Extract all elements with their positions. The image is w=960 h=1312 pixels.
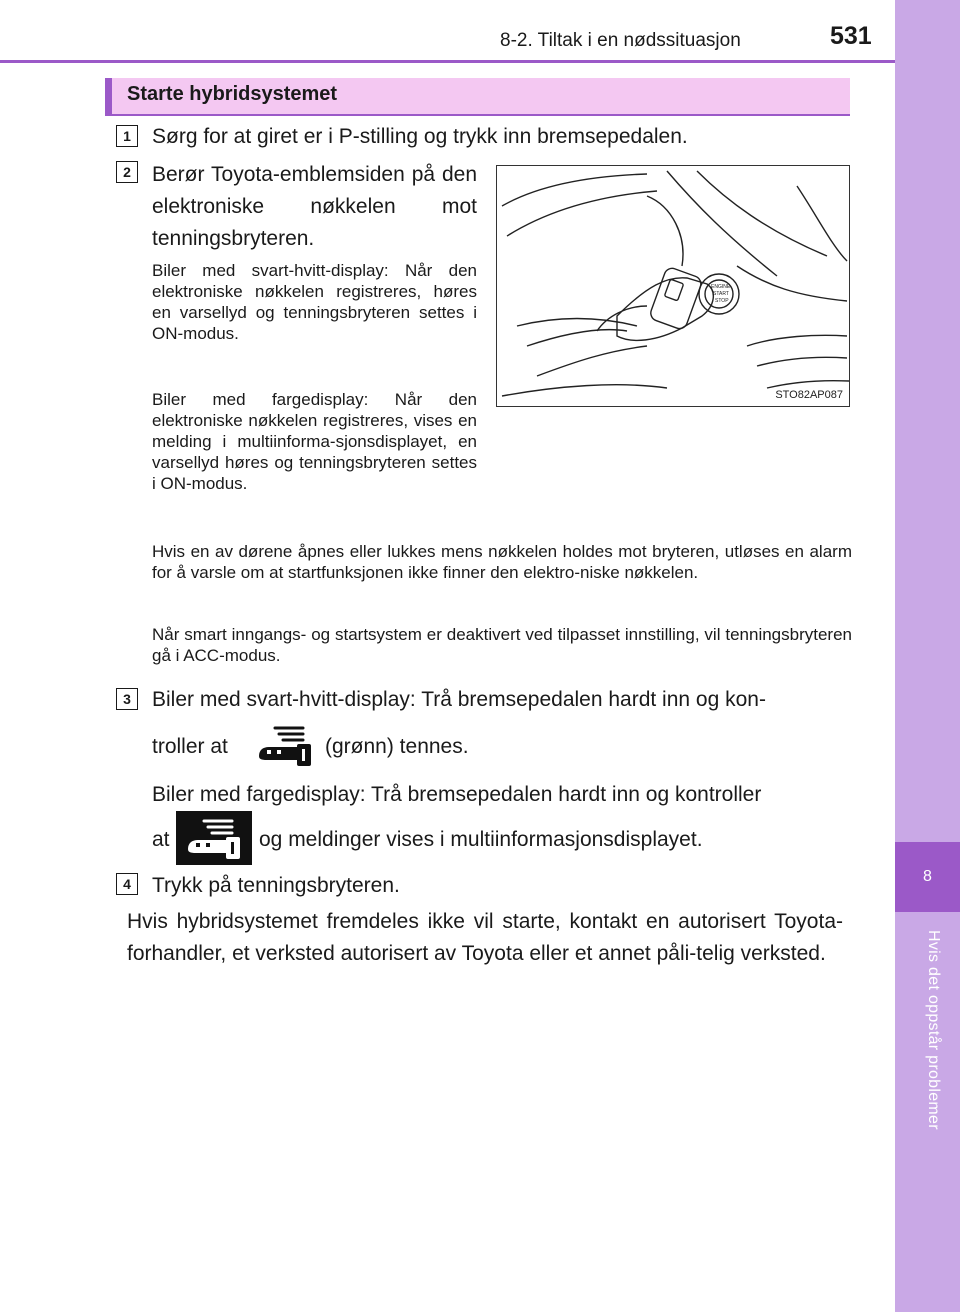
step-2-text: Berør Toyota-emblemsiden på den elektroniske nøkkelen mot tenningsbryteren. xyxy=(152,163,477,250)
section-heading xyxy=(105,78,850,114)
header-divider xyxy=(0,60,895,63)
step-number-4: 4 xyxy=(116,873,138,895)
step-2-note-acc: Når smart inngangs- og startsystem er deaktivert ved tilpasset innstilling, vil tenningsbryteren gå i ACC-modus. xyxy=(152,625,852,665)
chapter-number: 8 xyxy=(923,868,932,885)
illustration-code: STO82AP087 xyxy=(775,389,843,401)
step-3-line-4a: at xyxy=(152,828,170,851)
step-number-3: 3 xyxy=(116,688,138,710)
step-number-2: 2 xyxy=(116,161,138,183)
svg-text:STOP: STOP xyxy=(715,298,729,304)
header-section-title: 8-2. Tiltak i en nødssituasjon xyxy=(500,30,741,51)
step-4-note: Hvis hybridsystemet fremdeles ikke vil starte, kontakt en autorisert Toyota-forhandler, et verksted autorisert av Toyota eller et annet påli-telig verksted. xyxy=(127,910,843,965)
page-number: 531 xyxy=(830,22,872,50)
step-3-line-1: Biler med svart-hvitt-display: Trå bremsepedalen hardt inn og kon- xyxy=(152,688,766,711)
chapter-tab[interactable] xyxy=(895,842,960,912)
key-indicator-icon xyxy=(253,722,315,775)
engine-button-label: ENGINE xyxy=(711,284,731,290)
key-touch-illustration xyxy=(496,165,850,407)
section-title: Starte hybridsystemet xyxy=(127,83,338,105)
step-2-note-color: Biler med fargedisplay: Når den elektroniske nøkkelen registreres, vises en melding i multiinforma-sjonsdisplayet, en varsellyd høres og tenningsbryteren settes i ON-modus. xyxy=(152,390,477,493)
svg-text:START: START xyxy=(713,291,729,297)
step-3-line-3: Biler med fargedisplay: Trå bremsepedalen hardt inn og kontroller xyxy=(152,783,762,806)
step-3-line-2a: troller at xyxy=(152,735,228,758)
step-2-note-doors: Hvis en av dørene åpnes eller lukkes mens nøkkelen holdes mot bryteren, utløses en alarm for å varsle om at startfunksjonen ikke finner den elektro-niske nøkkelen. xyxy=(152,542,852,582)
step-2-note-mono: Biler med svart-hvitt-display: Når den elektroniske nøkkelen registreres, høres en varsellyd og tenningsbryteren settes i ON-modus. xyxy=(152,261,477,343)
step-3-line-4b: og meldinger vises i multiinformasjonsdisplayet. xyxy=(259,828,703,851)
illustration-drawing xyxy=(497,166,850,407)
step-number-1: 1 xyxy=(116,125,138,147)
section-divider xyxy=(105,114,850,116)
key-indicator-icon-dark xyxy=(176,811,252,865)
chapter-title: Hvis det oppstår problemer xyxy=(925,930,942,1130)
step-3-line-2b: (grønn) tennes. xyxy=(325,735,469,758)
step-1-text: Sørg for at giret er i P-stilling og trykk inn bremsepedalen. xyxy=(152,125,688,148)
step-4-text: Trykk på tenningsbryteren. xyxy=(152,874,400,897)
